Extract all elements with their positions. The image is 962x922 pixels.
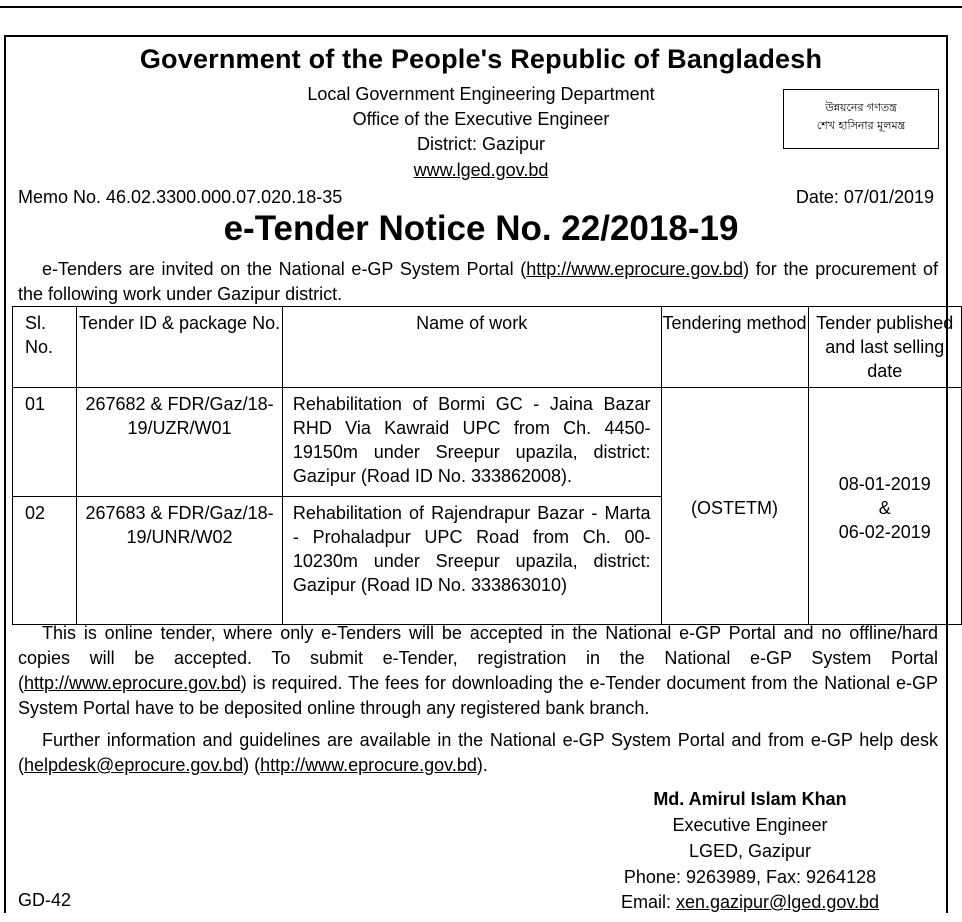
date-published: 08-01-2019 <box>838 474 931 494</box>
top-rule <box>0 6 962 8</box>
para1-text-1: This is online tender, where only e-Tenders will be accepted in the National e-GP Portal and no offline/hard copies will be accepted. To submit e-Tender, registration in the National e-GP System Portal ( <box>18 623 938 693</box>
tender-table <box>12 306 962 625</box>
email-label: Email: <box>620 892 676 912</box>
header-tender-id: Tender ID & package No. <box>77 307 283 388</box>
eprocure-link[interactable]: http://www.eprocure.gov.bd <box>24 673 241 693</box>
notice-title: e-Tender Notice No. 22/2018-19 <box>223 209 739 248</box>
row-sl: 02 <box>13 497 77 625</box>
intro-paragraph <box>18 257 938 307</box>
notice-date: Date: 07/01/2019 <box>795 187 934 207</box>
office-name: Office of the Executive Engineer <box>352 109 610 129</box>
para1-text-2: ) is required. The fees for downloading the e-Tender document from the National e-GP System Portal have to be deposited online through any registered bank branch. <box>18 673 938 718</box>
tender-dates <box>808 388 962 625</box>
table-row <box>13 388 962 497</box>
eprocure-link[interactable]: http://www.eprocure.gov.bd <box>526 259 744 279</box>
row-sl: 01 <box>13 388 77 497</box>
district-name: District: Gazipur <box>416 134 546 154</box>
stamp-line-1: উন্নয়নের গণতন্ত্র <box>825 101 897 114</box>
signatory-email-line <box>560 890 940 915</box>
government-title: Government of the People's Republic of Bangladesh <box>139 44 823 74</box>
signatory-email-link[interactable]: xen.gazipur@lged.gov.bd <box>675 892 880 912</box>
row-tender-id: 267682 & FDR/Gaz/18-19/UZR/W01 <box>77 388 283 497</box>
memo-number: Memo No. 46.02.3300.000.07.020.18-35 <box>18 187 343 207</box>
department-name: Local Government Engineering Department <box>307 84 655 104</box>
eprocure-link[interactable]: http://www.eprocure.gov.bd <box>260 755 477 775</box>
further-info-paragraph <box>18 728 938 778</box>
signatory-org: LGED, Gazipur <box>688 841 812 861</box>
date-separator: & <box>878 498 891 518</box>
header-dates: Tender published and last selling date <box>808 307 962 388</box>
table-header-row <box>13 307 962 388</box>
header-sl: Sl. No. <box>13 307 77 388</box>
intro-text-2: ) for the procurement of the following work under Gazipur district. <box>18 259 938 304</box>
header-method: Tendering method <box>661 307 808 388</box>
intro-text-1: e-Tenders are invited on the National e-GP System Portal ( <box>42 259 527 279</box>
row-tender-id: 267683 & FDR/Gaz/18-19/UNR/W02 <box>77 497 283 625</box>
instructions-paragraph <box>18 621 938 721</box>
signatory-title: Executive Engineer <box>672 815 828 835</box>
tendering-method: (OSTETM) <box>661 388 808 625</box>
para2-text-2: ) ( <box>243 755 261 775</box>
row-work: Rehabilitation of Rajendrapur Bazar - Marta - Prohaladpur UPC Road from Ch. 00-10230m under Sreepur upazila, district: Gazipur (Road ID No. 333863010) <box>282 497 661 625</box>
para2-text-1: Further information and guidelines are available in the National e-GP System Portal and from e-GP help desk ( <box>18 730 938 775</box>
gd-code: GD-42 <box>18 890 72 910</box>
stamp-line-2: শেখ হাসিনার মূলমন্ত্র <box>816 119 906 132</box>
signatory-name: Md. Amirul Islam Khan <box>653 789 847 809</box>
website-link[interactable]: www.lged.gov.bd <box>413 160 549 180</box>
para2-text-3: ). <box>476 755 488 775</box>
signatory-phone: Phone: 9263989, Fax: 9264128 <box>623 867 877 887</box>
helpdesk-email-link[interactable]: helpdesk@eprocure.gov.bd <box>24 755 244 775</box>
header-work: Name of work <box>282 307 661 388</box>
slogan-stamp <box>783 89 939 149</box>
date-last-selling: 06-02-2019 <box>838 522 931 542</box>
row-work: Rehabilitation of Bormi GC - Jaina Bazar RHD Via Kawraid UPC from Ch. 4450-19150m under Sreepur upazila, district: Gazipur (Road ID No. 333862008). <box>282 388 661 497</box>
